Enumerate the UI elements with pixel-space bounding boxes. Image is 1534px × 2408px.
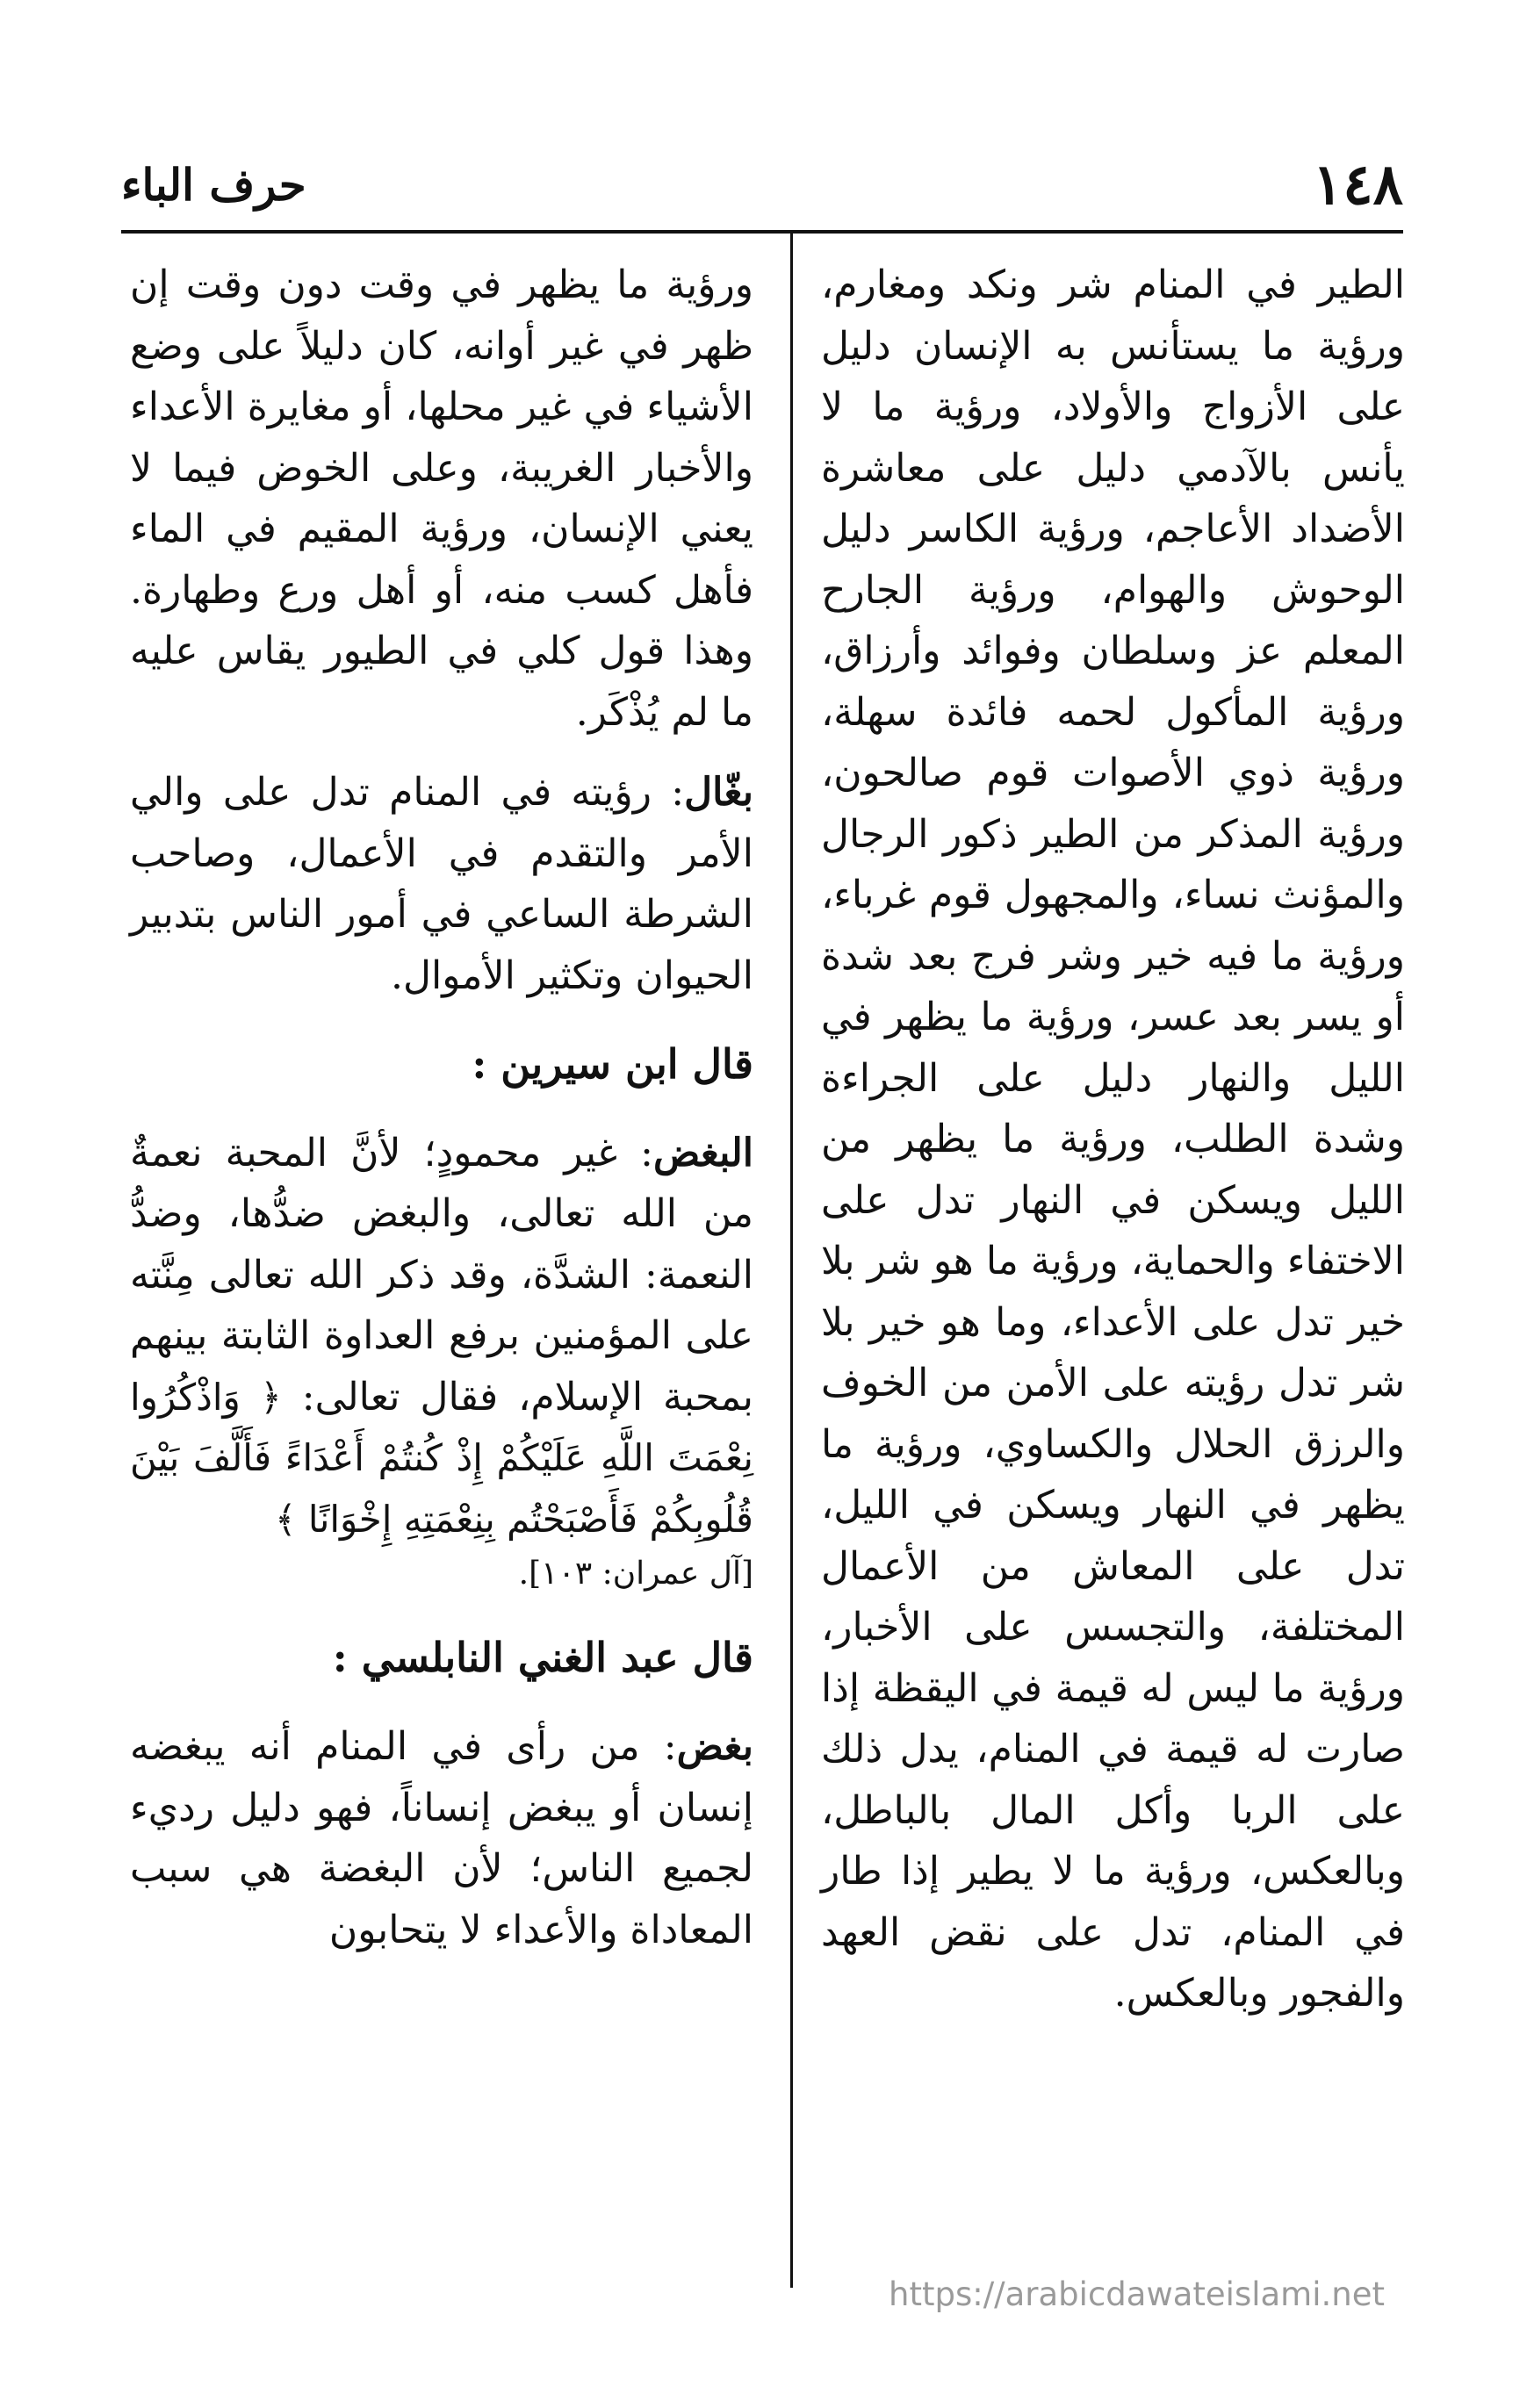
watermark-url: https://arabicdawateislami.net <box>889 2275 1385 2313</box>
entry-text-bughd: : غير محمودٍ؛ لأنَّ المحبة نعمةٌ من الله تعالى، والبغض ضدُّها، وضدُّ النعمة: الشدَّة، وقد ذكر الله تعالى مِنَّته على المؤمنين برفع العداوة الثابتة بينهم بمحبة الإسلام، فقال تعالى: <box>130 1130 754 1420</box>
heading-nabulsi: قال عبد الغني النابلسي : <box>332 1634 753 1682</box>
right-column <box>821 255 1405 2044</box>
running-title: حرف الباء <box>121 158 306 211</box>
entry-term-bughd: البغض <box>652 1130 753 1175</box>
quran-citation: [آل عمران: ١٠٣]. <box>518 1556 753 1592</box>
entry-term-baghal: بغّال <box>684 770 753 816</box>
bughd-entry <box>130 1123 753 1599</box>
quran-verse: ﴿ وَاذْكُرُوا نِعْمَتَ اللَّهِ عَلَيْكُمْ إِذْ كُنتُمْ أَعْدَاءً فَأَلَّفَ بَيْنَ قُلُوبِكُمْ فَأَصْبَحْتُم بِنِعْمَتِهِ إِخْوَانًا ﴾ <box>130 1375 753 1541</box>
birds-summary-paragraph: ورؤية ما يظهر في وقت دون وقت إن ظهر في غير أوانه، كان دليلاً على وضع الأشياء في غير محلها، أو مغايرة الأعداء والأخبار الغريبة، وعلى الخوض فيما لا يعني الإنسان، ورؤية المقيم في الماء فأهل كسب منه، أو أهل ورع وطهارة. وهذا قول كلي في الطيور يقاس عليه ما لم يُذْكَر. <box>130 262 753 735</box>
baghal-entry <box>130 762 753 1006</box>
page-header <box>121 140 1403 228</box>
entry-term-bughd2: بغض <box>676 1724 753 1770</box>
entry-text-baghal: : رؤيته في المنام تدل على والي الأمر والتقدم في الأعمال، وصاحب الشرطة الساعي في أمور الناس بتدبير الحيوان وتكثير الأموال. <box>130 770 753 998</box>
header-rule <box>121 230 1403 234</box>
page-number: ١٤٨ <box>1312 151 1403 218</box>
entry-text-bughd2: : من رأى في المنام أنه يبغضه إنسان أو يبغض إنساناً، فهو دليل رديء لجميع الناس؛ لأن البغضة هي سبب المعاداة والأعداء لا يتحابون <box>130 1724 753 1952</box>
heading-ibn-sirin: قال ابن سيرين : <box>472 1040 753 1089</box>
left-column <box>130 255 753 1980</box>
right-column-paragraph: الطير في المنام شر ونكد ومغارم، ورؤية ما يستأنس به الإنسان دليل على الأزواج والأولاد، ورؤية ما لا يأنس بالآدمي دليل على معاشرة الأضداد الأعاجم، ورؤية الكاسر دليل الوحوش والهوام، ورؤية الجارح المعلم عز وسلطان وفوائد وأرزاق، ورؤية المأكول لحمه فائدة سهلة، ورؤية ذوي الأصوات قوم صالحون، ورؤية المذكر من الطير ذكور الرجال والمؤنث نساء، والمجهول قوم غرباء، ورؤية ما فيه خير وشر فرج بعد شدة أو يسر بعد عسر، ورؤية ما يظهر في الليل والنهار دليل على الجراءة وشدة الطلب، ورؤية ما يظهر من الليل ويسكن في النهار تدل على الاختفاء والحماية، ورؤية ما هو شر بلا خير تدل على الأعداء، وما هو خير بلا شر تدل رؤيته على الأمن من الخوف والرزق الحلال والكساوي، ورؤية ما يظهر في النهار ويسكن في الليل، تدل على المعاش من الأعمال المختلفة، والتجسس على الأخبار، ورؤية ما ليس له قيمة في اليقظة إذا صارت له قيمة في المنام، يدل ذلك على الربا وأكل المال بالباطل، وبالعكس، ورؤية ما لا يطير إذا طار في المنام، تدل على نقض العهد والفجور وبالعكس. <box>821 262 1405 2016</box>
bughd2-entry <box>130 1716 753 1960</box>
column-divider <box>790 234 793 2288</box>
